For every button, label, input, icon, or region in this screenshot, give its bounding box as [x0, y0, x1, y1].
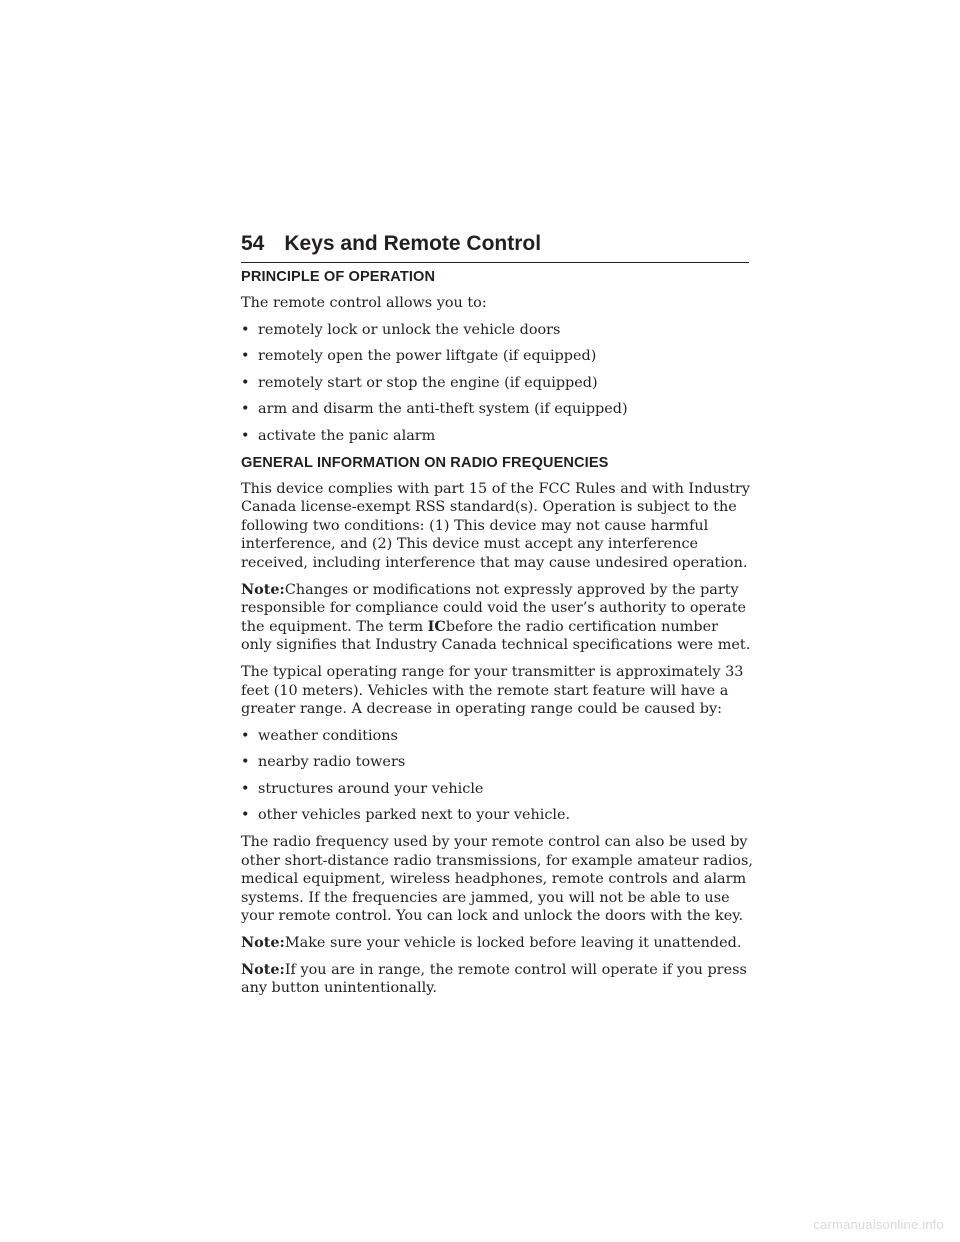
- operating-range-paragraph: The typical operating range for your transmitter is approximately 33 feet (10 meters). Vehicles with the remote start feature will have a greater range. A decrease in operating range could be caused by:: [241, 663, 744, 718]
- list-item-text: structures around your vehicle: [258, 780, 484, 797]
- bullet-icon: •: [241, 807, 250, 824]
- list-item-text: weather conditions: [258, 727, 398, 744]
- list-item: [241, 753, 753, 772]
- list-item-text: remotely start or stop the engine (if equipped): [258, 374, 598, 391]
- radio-interference-paragraph: The radio frequency used by your remote control can also be used by other short-distance radio transmissions, for example amateur radios, medical equipment, wireless headphones, remote controls and alarm systems. If the frequencies are jammed, you will not be able to use your remote control. You can lock and unlock the doors with the key.: [241, 834, 753, 925]
- note-text: Changes or modifications not expressly approved by the party responsible for compliance could void the user’s authority to operate the equipment. The term: [241, 581, 747, 635]
- bullet-icon: •: [241, 780, 250, 797]
- note-locked: [241, 934, 753, 953]
- note-modifications: [241, 581, 753, 655]
- note-term: IC: [427, 617, 446, 635]
- note-range: [241, 961, 753, 998]
- list-item: [241, 427, 753, 446]
- bullet-icon: •: [241, 348, 250, 365]
- section-heading-radio-frequencies: GENERAL INFORMATION ON RADIO FREQUENCIES: [241, 454, 609, 471]
- list-item: [241, 727, 753, 746]
- list-item: [241, 321, 753, 340]
- list-item-text: remotely open the power liftgate (if equipped): [258, 348, 597, 365]
- note-label: Note:: [241, 960, 285, 978]
- bullet-icon: •: [241, 727, 250, 744]
- note-text: before the radio certification number only signifies that Industry Canada technical specifications were met.: [241, 618, 751, 654]
- note-label: Note:: [241, 580, 285, 598]
- bullet-icon: •: [241, 427, 250, 444]
- list-item: [241, 374, 753, 393]
- list-item: [241, 780, 753, 799]
- bullet-icon: •: [241, 401, 250, 418]
- principle-bullet-list: [241, 321, 753, 446]
- list-item: [241, 347, 753, 366]
- section-heading-principle: PRINCIPLE OF OPERATION: [241, 269, 436, 285]
- list-item-text: nearby radio towers: [258, 754, 406, 771]
- bullet-icon: •: [241, 321, 250, 338]
- range-factors-bullet-list: [241, 727, 753, 825]
- page-header: [241, 228, 749, 263]
- note-label: Note:: [241, 934, 285, 952]
- page-number: 54: [241, 232, 265, 255]
- fcc-compliance-paragraph: This device complies with part 15 of the FCC Rules and with Industry Canada license-exempt RSS standard(s). Operation is subject to the following two conditions: (1) This device may not cause harmful interference, and (2) This device must accept any interference received, including interference that may cause undesired operation.: [241, 480, 751, 571]
- page-section-title: Keys and Remote Control: [284, 232, 542, 255]
- note-text: If you are in range, the remote control will operate if you press any button unintentionally.: [241, 961, 747, 997]
- list-item: [241, 400, 753, 419]
- list-item-text: arm and disarm the anti-theft system (if equipped): [258, 401, 628, 418]
- list-item-text: activate the panic alarm: [258, 427, 436, 444]
- list-item-text: other vehicles parked next to your vehicle.: [258, 807, 571, 824]
- note-text: Make sure your vehicle is locked before leaving it unattended.: [284, 935, 742, 952]
- list-item-text: remotely lock or unlock the vehicle doors: [258, 321, 561, 338]
- principle-intro: The remote control allows you to:: [241, 295, 487, 311]
- page-content: [241, 268, 753, 1006]
- bullet-icon: •: [241, 374, 250, 391]
- list-item: [241, 806, 753, 825]
- bullet-icon: •: [241, 754, 250, 771]
- watermark: carmanualsonline.info: [813, 1217, 944, 1232]
